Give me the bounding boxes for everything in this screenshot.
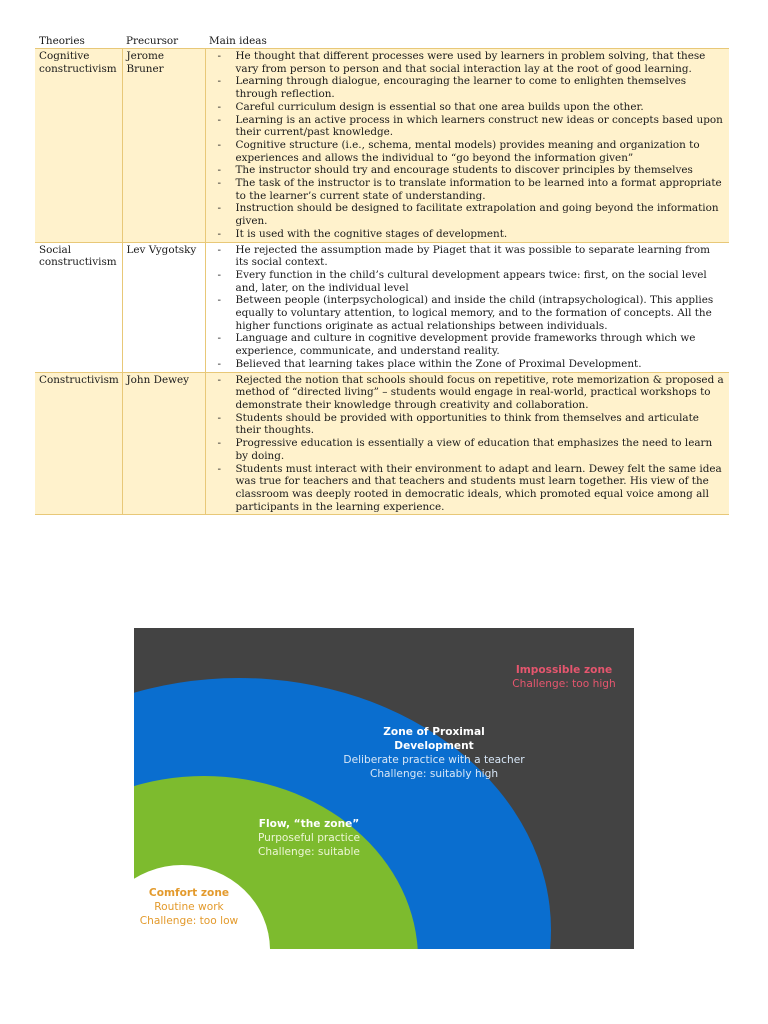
column-header: Theories — [35, 33, 122, 49]
main-ideas-cell — [205, 242, 729, 372]
ideas-list — [210, 50, 726, 241]
list-item: - Rejected the notion that schools should focus on repetitive, rote memorization & proposed a method of “directed living” – students would engage in real-world, practical workshops to demonstrate their knowledge through creativity and collaboration. — [210, 374, 726, 412]
table-header-row — [35, 33, 729, 49]
list-item: - Progressive education is essentially a view of education that emphasizes the need to learn by doing. — [210, 437, 726, 462]
precursor-cell: Lev Vygotsky — [122, 242, 205, 372]
column-header: Main ideas — [205, 33, 729, 49]
impossible-zone-challenge: Challenge: too high — [512, 678, 616, 690]
list-item: - The instructor should try and encourage students to discover principles by themselves — [210, 164, 726, 177]
table-row-constructivism — [35, 372, 729, 515]
flow-zone-label — [234, 817, 384, 859]
comfort-zone-label — [134, 886, 249, 928]
list-item: - Instruction should be designed to facilitate extrapolation and going beyond the information given. — [210, 202, 726, 227]
impossible-zone-title: Impossible zone — [515, 664, 613, 676]
table-row-social-constructivism — [35, 242, 729, 372]
list-item: - Learning through dialogue, encouraging the learner to come to enlighten themselves through reflection. — [210, 75, 726, 100]
list-item: - He rejected the assumption made by Piaget that it was possible to separate learning from its social context. — [210, 244, 726, 269]
list-item: - Between people (interpsychological) and inside the child (intrapsychological). This applies equally to voluntary attention, to logical memory, and to the formation of concepts. All the higher functions originate as actual relationships between individuals. — [210, 294, 726, 332]
flow-challenge: Challenge: suitable — [258, 846, 360, 858]
main-ideas-cell — [205, 372, 729, 515]
zpd-practice: Deliberate practice with a teacher — [343, 754, 525, 766]
learning-zones-diagram — [134, 628, 634, 949]
theory-cell: Social constructivism — [35, 242, 122, 372]
comfort-challenge: Challenge: too low — [139, 915, 239, 927]
list-item: - The task of the instructor is to translate information to be learned into a format appropriate to the learner’s current state of understanding. — [210, 177, 726, 202]
precursor-cell: John Dewey — [122, 372, 205, 515]
list-item: - Cognitive structure (i.e., schema, mental models) provides meaning and organization to experiences and allows the individual to “go beyond the information given” — [210, 139, 726, 164]
list-item: - Students should be provided with opportunities to think from themselves and articulate their thoughts. — [210, 412, 726, 437]
theories-table-container — [35, 33, 729, 515]
precursor-cell: Jerome Bruner — [122, 49, 205, 243]
impossible-zone-label — [484, 663, 634, 691]
list-item: - Language and culture in cognitive development provide frameworks through which we experience, communicate, and understand reality. — [210, 332, 726, 357]
theories-table — [35, 33, 729, 515]
theory-cell: Constructivism — [35, 372, 122, 515]
list-item: - Believed that learning takes place within the Zone of Proximal Development. — [210, 358, 726, 371]
list-item: - He thought that different processes were used by learners in problem solving, that these vary from person to person and that social interaction lay at the root of good learning. — [210, 50, 726, 75]
flow-zone-title: Flow, “the zone” — [258, 818, 360, 830]
zpd-label — [334, 725, 534, 781]
comfort-work: Routine work — [154, 901, 224, 913]
list-item: - Every function in the child’s cultural development appears twice: first, on the social level and, later, on the individual level — [210, 269, 726, 294]
zpd-title-line: Development — [394, 740, 474, 752]
ideas-list — [210, 244, 726, 371]
ideas-list — [210, 374, 726, 514]
zpd-title-line: Zone of Proximal — [383, 726, 485, 738]
list-item: - Students must interact with their environment to adapt and learn. Dewey felt the same idea was true for teachers and that teachers and students must learn together. His view of the classroom was deeply rooted in democratic ideals, which promoted equal voice among all participants in the learning experience. — [210, 463, 726, 514]
flow-practice: Purposeful practice — [257, 832, 361, 844]
list-item: - Learning is an active process in which learners construct new ideas or concepts based upon their current/past knowledge. — [210, 114, 726, 139]
zpd-challenge: Challenge: suitably high — [369, 768, 499, 780]
list-item: - It is used with the cognitive stages of development. — [210, 228, 726, 241]
comfort-zone-title: Comfort zone — [148, 887, 230, 899]
theory-cell: Cognitive constructivism — [35, 49, 122, 243]
table-row-cognitive-constructivism — [35, 49, 729, 243]
column-header: Precursor — [122, 33, 205, 49]
main-ideas-cell — [205, 49, 729, 243]
list-item: - Careful curriculum design is essential so that one area builds upon the other. — [210, 101, 726, 114]
